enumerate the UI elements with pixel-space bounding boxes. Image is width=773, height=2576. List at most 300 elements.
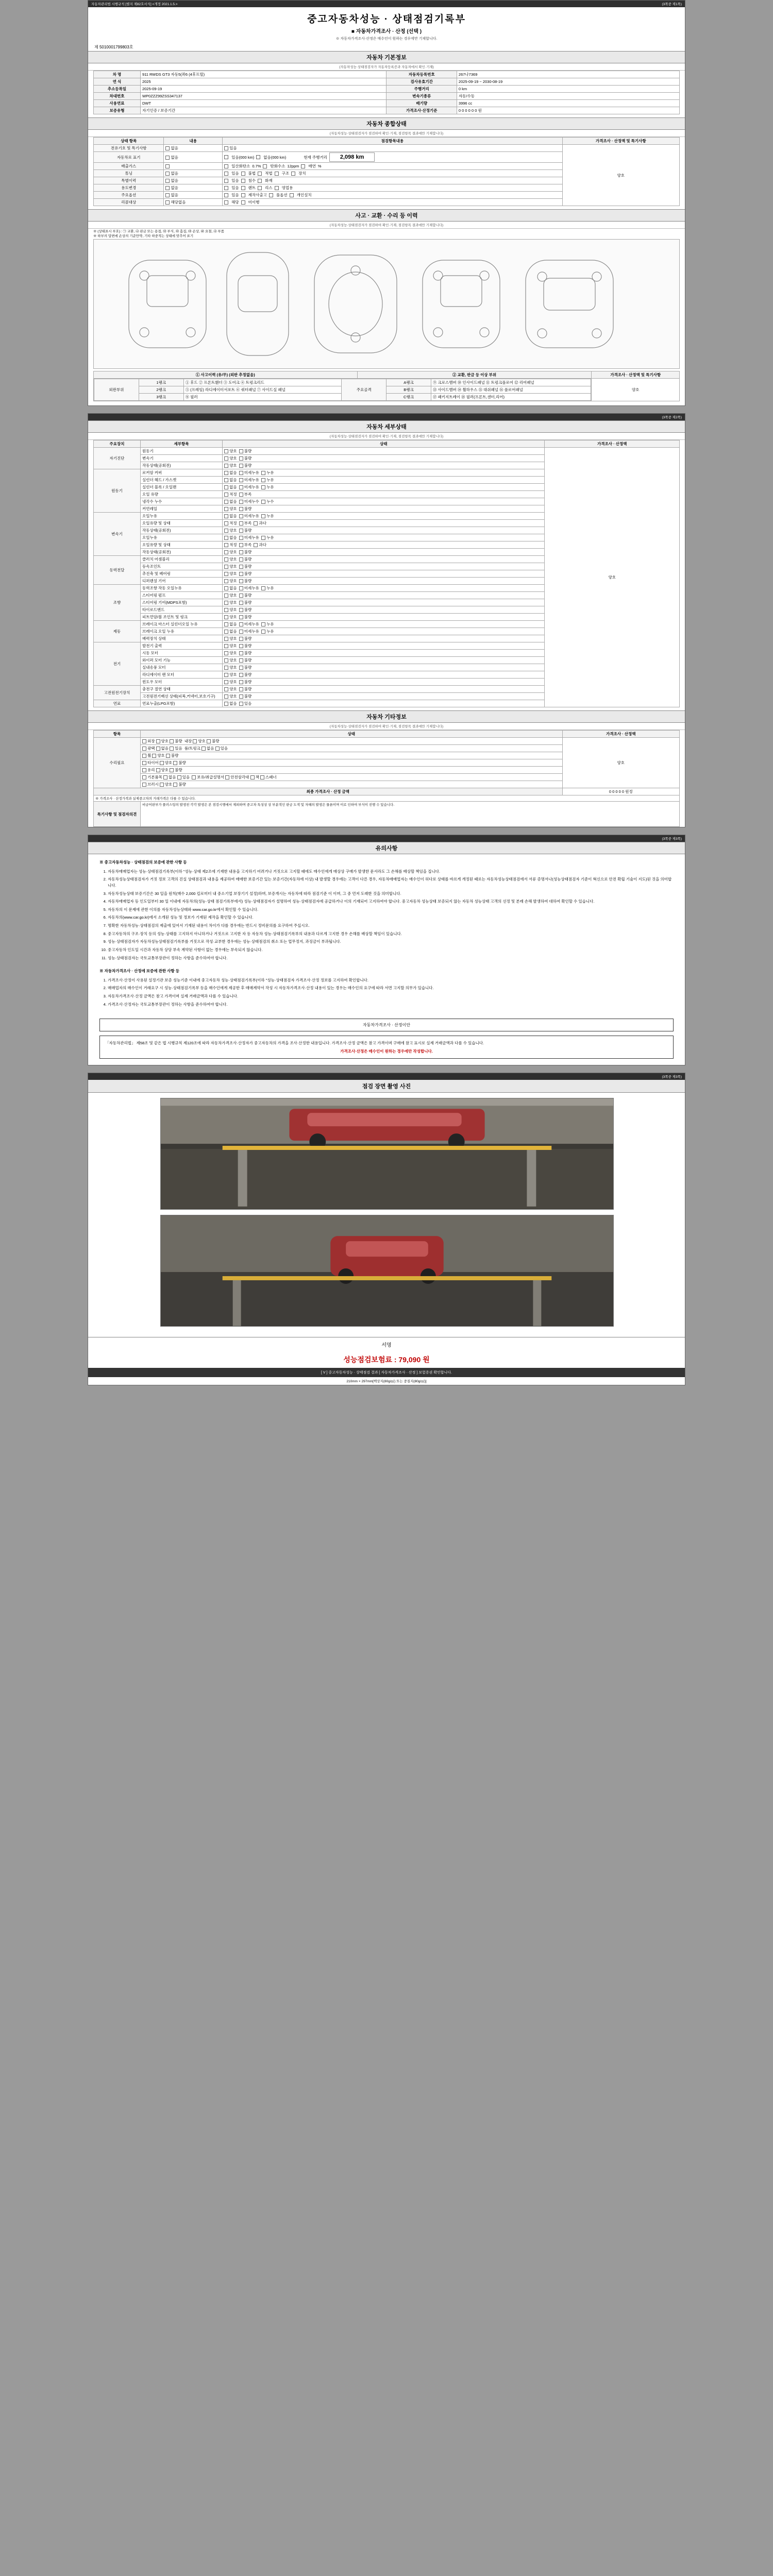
detail-group-2: 변속기 [94,513,141,556]
detail-group-4: 조향 [94,585,141,621]
cb-3-0-0[interactable] [224,557,228,562]
cb-6-3-1[interactable] [239,666,243,670]
cb-etc-1-1[interactable] [156,747,160,751]
cb-etc-4-0[interactable] [142,768,146,772]
cb-etc-0-3[interactable] [193,739,197,743]
cb-2-0-0[interactable] [224,514,228,518]
etc-row-1-o1: 있음 [175,746,182,751]
detail-item-3-0: 클러치 어셈블리 [140,556,222,563]
s-0-1-1: 불량 [244,456,252,461]
rank-1-3: C랭크 [386,394,431,401]
cb-6-5-1[interactable] [239,680,243,684]
cb-2-0-2[interactable] [261,514,265,518]
rc-1: 해당 [231,200,239,205]
detail-item-3-2: 추진축 및 베어링 [140,570,222,578]
s-2-0-2: 누유 [266,514,274,518]
cb-etc-1-3[interactable] [201,747,206,751]
cb-3-0-1[interactable] [239,557,243,562]
section-notice-head: 유의사항 [88,842,685,854]
s-2-4-0: 적정 [229,543,237,547]
cb-3-1-0[interactable] [224,565,228,569]
s-8-0-0: 없음 [229,701,237,706]
section-detail-sub: (자동차성능·상태점검자가 점검하여 확인·기재, 점검항목 결과에만 기재합니다) [88,433,685,440]
checkbox-co[interactable] [224,164,228,168]
sheet-page-2 [88,413,685,827]
etc-row-3-o0: 양호 [164,760,173,765]
etc-note: 양호 [562,738,679,788]
notice-item-2-1: 2. 매매업자의 매수인이 거래요구 시 성능·상태점검기록부 등을 매수인에게 제공한 후 매매계약서 작성 시 자동차가격조사·산정 내용이 있는 경우는 매수인의 요구에 따라 서면 고지할 의무가 있습니다. [108,985,674,991]
etc-row-0-o0: 양호 [161,739,169,743]
s-6-1-1: 불량 [244,651,252,655]
detail-group-1: 원동기 [94,469,141,513]
checkbox-tuning-illegal[interactable] [241,172,245,176]
cb-etc-5-4[interactable] [225,775,229,779]
cb-1-2-1[interactable] [239,485,243,489]
cb-etc-1-4[interactable] [215,747,220,751]
banner-red-note: 가격조사·산정은 매수인이 원하는 경우에만 작성합니다. [340,1048,433,1054]
detail-item-6-5: 윈도우 모터 [140,679,222,686]
cb-2-4-2[interactable] [254,543,258,547]
basic-info-table [93,71,680,114]
s-1-2-1: 미세누유 [244,485,259,489]
cb-6-2-0[interactable] [224,658,228,663]
label-carname: 차 명 [94,71,141,78]
checkbox-recall-yes[interactable] [224,200,228,205]
cb-etc-5-5[interactable] [250,775,255,779]
checkbox-fulloption[interactable] [269,193,273,197]
checkbox-option-yes[interactable] [224,193,228,197]
checkbox-tuning-device[interactable] [291,172,295,176]
cb-0-0-0[interactable] [224,449,228,453]
detail-item-1-0: 로커암 커버 [140,469,222,477]
accident-note: 양호 [592,379,680,401]
cb-4-0-1[interactable] [239,586,243,590]
s-7-0-0: 양호 [229,687,237,691]
accident-left-head: ① 사고이력 (유/무) (외판 추정없음) [94,371,358,379]
checkbox-hc[interactable] [263,164,267,168]
cb-1-0-1[interactable] [239,471,243,475]
cb-2-3-2[interactable] [261,536,265,540]
cb-2-4-1[interactable] [239,543,243,547]
cb-1-2-0[interactable] [224,485,228,489]
emis-0: 일산화탄소 [231,164,250,168]
cb-8-0-0[interactable] [224,702,228,706]
cb-5-1-2[interactable] [261,630,265,634]
cb-3-1-1[interactable] [239,565,243,569]
cb-5-2-0[interactable] [224,637,228,641]
opt-1-0: 없음 [171,155,178,160]
s-4-1-0: 양호 [229,593,237,598]
value-warranty: 자기인증 / 보증기간 [140,107,386,114]
cb-etc-0-2[interactable] [170,739,174,743]
cb-etc-6-1[interactable] [160,783,164,787]
detail-item-5-0: 브레이크 마스터 실린더오일 누유 [140,621,222,628]
checkbox-recall-notdone[interactable] [241,200,245,205]
notice-item-1-4: 5. 자동차의 이 문제에 관한 이의를 자동차성능상태와 www.car.go.kr에서 확인할 수 있습니다. [108,907,674,913]
s-4-4-0: 양호 [229,615,237,619]
s-5-0-1: 미세누유 [244,622,259,626]
cb-6-4-0[interactable] [224,673,228,677]
notice-item-1-8: 9. 성능·상태점검자가 자동차성능상태점검기록부를 거짓으로 작성·교부한 경우에는 성능·상태점검의 취소 또는 업무정지, 과징금이 부과됩니다. [108,939,674,945]
cb-2-4-0[interactable] [224,543,228,547]
cb-etc-3-1[interactable] [160,761,164,765]
s-4-1-1: 불량 [244,593,252,598]
s-5-0-0: 없음 [229,622,237,626]
cb-6-3-0[interactable] [224,666,228,670]
etc-row-6-o0: 양호 [164,782,173,787]
cb-etc-6-2[interactable] [173,783,177,787]
col-state-detail: 점검항목내용 [223,138,562,145]
rank-1-2-val: ⑬ 사이드멤버 ⑭ 휠하우스 ⑮ 대쉬패널 ⑯ 플로어패널 [431,386,591,394]
cond-row-name-5: 용도변경 [94,184,164,192]
cb-6-2-1[interactable] [239,658,243,663]
s-1-4-2: 누수 [266,499,274,504]
s-2-4-2: 과다 [259,543,266,547]
form-header-bar-3 [88,835,685,842]
s-4-3-0: 양호 [229,607,237,612]
cb-etc-1-0[interactable] [142,747,146,751]
cb-4-3-1[interactable] [239,608,243,612]
etc-row-1-r1: 있음 [220,746,228,751]
s-3-1-1: 불량 [244,564,252,569]
etc-col-0: 항목 [94,731,141,738]
cb-2-1-0[interactable] [224,521,228,526]
checkbox-personal[interactable] [290,193,294,197]
cb-etc-5-2[interactable] [177,775,181,779]
checkbox-tuning-yes[interactable] [224,172,228,176]
s-1-0-0: 없음 [229,470,237,475]
emis-v2: % [317,164,322,168]
fee-label: 성능점검보험료 : 79,090 원 [343,1355,430,1364]
cb-etc-0-0[interactable] [142,739,146,743]
notice-item-2-0: 1. 가격조사·산정이 사용된 설정기관 보증 성능기준 이내에 중고자동차 성능·상태점검기록부(이하 "성능·상태점검자 가격조사·산정 정보를 고지하여 확인합니다. [108,977,674,984]
sheet-page-4 [88,1073,685,1385]
checkbox-none-0[interactable] [165,146,170,150]
footer-paper-note: 210mm × 297mm[백상지(80g/㎡) 또는 중질지(80g/㎡)] [346,1379,427,1383]
checkbox-tuning-structure[interactable] [275,172,279,176]
cb-0-1-1[interactable] [239,456,243,461]
detail-item-1-1: 실린더 헤드 / 가스켓 [140,477,222,484]
etc-row-4-o1: 불량 [175,768,182,772]
cb-1-4-2[interactable] [261,500,265,504]
cb-5-1-0[interactable] [224,630,228,634]
detail-item-0-0: 원동기 [140,448,222,455]
etc-row-5-s1: 안전삼각대 [230,775,249,779]
notice-item-2-3: 4. 가격조사·산정자는 국토교통부장관이 정하는 사항을 준수하여야 합니다. [108,1002,674,1008]
cb-1-1-1[interactable] [239,478,243,482]
value-firstreg: 2025-09-19 ~ 2030-08-19 [457,78,679,86]
label-year: 연 식 [94,78,141,86]
col-state: 상태 [223,440,545,448]
checkbox-special-none[interactable] [165,179,170,183]
etc-row-5-o1: 있음 [182,775,190,779]
cb-1-2-2[interactable] [261,485,265,489]
s-6-0-1: 불량 [244,643,252,648]
cb-6-4-1[interactable] [239,673,243,677]
opt-1-2: 없음(000 km) [263,155,287,160]
cb-7-0-0[interactable] [224,687,228,691]
inspection-photo-2[interactable] [160,1215,614,1327]
cb-etc-4-1[interactable] [156,768,160,772]
accident-mid-head: ② 교환, 판금 등 이상 부위 [357,371,592,379]
rank-0-3: 3랭크 [139,394,183,401]
value-trans: 자동/수동 [457,93,679,100]
cb-2-2-0[interactable] [224,529,228,533]
detail-note: 양호 [545,448,680,707]
etc-row-3-name: 타이어 [147,760,159,765]
cb-etc-2-2[interactable] [166,754,170,758]
emis-v1: 12ppm [287,164,299,168]
checkbox-rent[interactable] [241,186,245,190]
cb-1-3-0[interactable] [224,493,228,497]
rc-2: 미이행 [248,200,260,205]
cb-2-1-1[interactable] [239,521,243,526]
section-condition-head: 자동차 종합상태 [88,117,685,130]
checkbox-business[interactable] [275,186,279,190]
col-item: 세부항목 [140,440,222,448]
cb-7-1-1[interactable] [239,694,243,699]
s-8-0-1: 있음 [244,701,252,706]
detail-item-5-1: 브레이크 오일 누유 [140,628,222,635]
title-block [88,7,685,43]
cb-2-3-0[interactable] [224,536,228,540]
cb-5-0-2[interactable] [261,622,265,626]
cb-etc-0-4[interactable] [207,739,211,743]
cb-1-4-0[interactable] [224,500,228,504]
cb-5-1-1[interactable] [239,630,243,634]
s-7-1-1: 불량 [244,694,252,699]
checkbox-usechange-none[interactable] [165,186,170,190]
cb-etc-5-6[interactable] [260,775,264,779]
checkbox-usechange-yes[interactable] [224,186,228,190]
cb-4-4-0[interactable] [224,615,228,619]
opt-0-1: 있음 [229,146,237,150]
cb-3-2-0[interactable] [224,572,228,576]
detail-item-1-3: 오일 유량 [140,491,222,498]
cb-7-1-0[interactable] [224,694,228,699]
s-4-0-2: 누유 [266,586,274,590]
s-6-4-1: 불량 [244,672,252,677]
s-6-2-0: 양호 [229,658,237,663]
etc-col-1: 상태 [140,731,562,738]
tun-s3: 장치 [298,171,306,176]
cb-etc-3-0[interactable] [142,761,146,765]
s-2-4-1: 부족 [244,543,252,547]
cb-1-4-1[interactable] [239,500,243,504]
doc-subtitle: ■ 자동차가격조사 · 산정 (선택 ) [351,29,422,35]
sp-s0: 침수 [248,178,256,183]
s-6-1-0: 양호 [229,651,237,655]
s-6-5-0: 양호 [229,680,237,684]
cb-1-0-2[interactable] [261,471,265,475]
cb-7-0-1[interactable] [239,687,243,691]
cb-1-1-0[interactable] [224,478,228,482]
form-header-bar-2 [88,414,685,420]
cb-6-0-1[interactable] [239,644,243,648]
checkbox-mileage-none[interactable] [165,156,170,160]
etc-row-5-s3: 스패너 [265,775,277,779]
section-detail-head: 자동차 세부상태 [88,420,685,433]
sp-s1: 화재 [265,178,273,183]
detail-item-8-0: 연료누출(LPG포함) [140,700,222,707]
detail-item-4-1: 스티어링 펌프 [140,592,222,599]
detail-item-2-5: 작동상태(공회전) [140,549,222,556]
s-0-2-0: 양호 [229,463,237,468]
cb-etc-4-2[interactable] [170,768,174,772]
cb-5-2-1[interactable] [239,637,243,641]
checkbox-option-none[interactable] [165,193,170,197]
label-trans: 변속기종류 [386,93,457,100]
rank-0-3-val: ⑧ 필러 [183,394,342,401]
cb-8-0-1[interactable] [239,702,243,706]
cb-2-5-0[interactable] [224,550,228,554]
rank-1-1: A랭크 [386,379,431,386]
uc-s2: 영업용 [281,185,293,190]
checkbox-yes-0[interactable] [224,146,228,150]
cb-4-0-0[interactable] [224,586,228,590]
cb-4-1-1[interactable] [239,594,243,598]
label-warranty: 보증유형 [94,107,141,114]
form-code: 자동차관리법 시행규칙 [별지 제82호서식] <개정 2021.1.5.> [91,3,178,6]
value-fuel: DWT [140,100,386,107]
detail-item-2-1: 오일유량 및 상태 [140,520,222,527]
uc-s1: 리스 [265,185,273,190]
etc-row-0-o1: 불량 [175,739,182,743]
cb-2-2-1[interactable] [239,529,243,533]
checkbox-mileage-more[interactable] [224,155,228,159]
cb-etc-2-0[interactable] [142,754,146,758]
checkbox-recall-na[interactable] [165,200,170,205]
total-label: 최종 가격조사 · 산정 금액 [94,788,563,795]
label-firstreg: 검사유효기간 [386,78,457,86]
cb-4-0-2[interactable] [261,586,265,590]
cb-etc-1-2[interactable] [170,747,174,751]
label-fuel: 사용연료 [94,100,141,107]
cb-2-1-2[interactable] [254,521,258,526]
s-1-1-2: 누유 [266,478,274,482]
s-3-0-0: 양호 [229,557,237,562]
cb-1-5-0[interactable] [224,507,228,511]
cb-6-1-1[interactable] [239,651,243,655]
uc-s0: 렌트 [248,185,256,190]
s-7-0-1: 불량 [244,687,252,691]
cond-row-name-2: 배출가스 [94,163,164,170]
cb-4-1-0[interactable] [224,594,228,598]
cb-etc-5-3[interactable] [192,775,196,779]
s-2-3-1: 미세누유 [244,535,259,540]
s-4-2-1: 불량 [244,600,252,605]
checkbox-factory[interactable] [241,193,245,197]
cb-0-1-0[interactable] [224,456,228,461]
detail-item-6-0: 발전기 출력 [140,642,222,650]
damage-diagram[interactable] [93,239,680,369]
cb-6-0-0[interactable] [224,644,228,648]
cb-4-2-1[interactable] [239,601,243,605]
checkbox-tuning-legal[interactable] [258,172,262,176]
cb-0-2-0[interactable] [224,464,228,468]
cb-6-5-0[interactable] [224,680,228,684]
footer-text: [ V ] 중고자동차성능 · 상태점검 결과 [ 자동차가격조사 · 산정 ] 보험증권 확인합니다. [321,1370,452,1375]
cb-etc-5-1[interactable] [163,775,167,779]
s-1-2-0: 없음 [229,485,237,489]
s-1-1-0: 없음 [229,478,237,482]
checkbox-tuning-none[interactable] [165,172,170,176]
condition-note: 양호 [562,145,679,206]
s-2-5-0: 양호 [229,550,237,554]
checkbox-flood[interactable] [241,179,245,183]
detail-item-7-0: 충전구 절연 상태 [140,686,222,693]
rank-0-2-val: ⑤ (프레임) 라디에이터서포트 ⑥ 쿼터패널 ⑦ 사이드실 패널 [183,386,342,394]
label-disp: 배기량 [386,100,457,107]
notice-item-1-10: 11. 성능·상태점검자는 국토교통부장관이 정하는 사항을 준수하여야 합니다. [108,955,674,961]
checkbox-emission-pass[interactable] [165,164,170,168]
s-5-1-2: 누유 [266,629,274,634]
cb-etc-3-2[interactable] [173,761,177,765]
label-regno: 자동차등록번호 [386,71,457,78]
inspection-photo-1[interactable] [160,1098,614,1210]
detail-item-4-0: 동력조향 작동 오일누유 [140,585,222,592]
s-2-1-0: 적정 [229,521,237,526]
cond-row-name-0: 전유기호 및 특기사항 [94,145,164,152]
document-number: 제 5010001799803호 [94,45,133,49]
tun-1: 있음 [231,171,239,176]
cb-3-3-0[interactable] [224,579,228,583]
s-1-3-0: 적정 [229,492,237,497]
cb-etc-0-1[interactable] [156,739,160,743]
notice-item-1-7: 8. 중고자동차의 구조·장치 등의 성능·상태를 고지하지 아니하거나 거짓으로 고지한 자 등 자동차 성능·상태점검기록부의 내용과 다르게 고지한 경우 손해를 배상할 책임이 있습니다. [108,931,674,937]
cb-0-2-1[interactable] [239,464,243,468]
cb-etc-6-0[interactable] [142,783,146,787]
checkbox-smoke[interactable] [301,164,305,168]
checkbox-mileage-less[interactable] [256,155,260,159]
cb-1-5-1[interactable] [239,507,243,511]
notice-item-1-5: 6. 자동차의(www.car.go.kr)에서 소개된 성능 및 정보가 기재된 제작을 확인할 수 있습니다. [108,914,674,921]
detail-item-0-2: 작동상태(공회전) [140,462,222,469]
cb-etc-5-0[interactable] [142,775,146,779]
s-3-3-1: 불량 [244,579,252,583]
cb-3-2-1[interactable] [239,572,243,576]
s-3-3-0: 양호 [229,579,237,583]
checkbox-lease[interactable] [258,186,262,190]
cb-2-0-1[interactable] [239,514,243,518]
s-6-2-1: 불량 [244,658,252,663]
s-6-3-1: 불량 [244,665,252,670]
cb-6-1-0[interactable] [224,651,228,655]
cb-0-0-1[interactable] [239,449,243,453]
cb-2-5-1[interactable] [239,550,243,554]
checkbox-special-yes[interactable] [224,179,228,183]
detail-item-4-2: 스티어링 기어(MDPS포함) [140,599,222,606]
cb-4-2-0[interactable] [224,601,228,605]
cb-1-0-0[interactable] [224,471,228,475]
cb-5-0-1[interactable] [239,622,243,626]
cb-5-0-0[interactable] [224,622,228,626]
checkbox-fire[interactable] [258,179,262,183]
cb-3-3-1[interactable] [239,579,243,583]
s-3-2-1: 불량 [244,571,252,576]
section-condition-sub: (자동차성능·상태점검자가 점검하여 확인·기재, 점검항목 결과에만 기재합니다) [88,130,685,137]
cb-2-3-1[interactable] [239,536,243,540]
cb-4-3-0[interactable] [224,608,228,612]
cb-1-3-1[interactable] [239,493,243,497]
s-4-0-0: 없음 [229,586,237,590]
etc-row-6-name: 브러시 [147,782,159,787]
cb-4-4-1[interactable] [239,615,243,619]
cb-1-1-2[interactable] [261,478,265,482]
cb-etc-2-1[interactable] [152,754,156,758]
etc-row-5-s0: 보유/취급설명서 [197,775,225,779]
form-header-bar-4 [88,1073,685,1080]
